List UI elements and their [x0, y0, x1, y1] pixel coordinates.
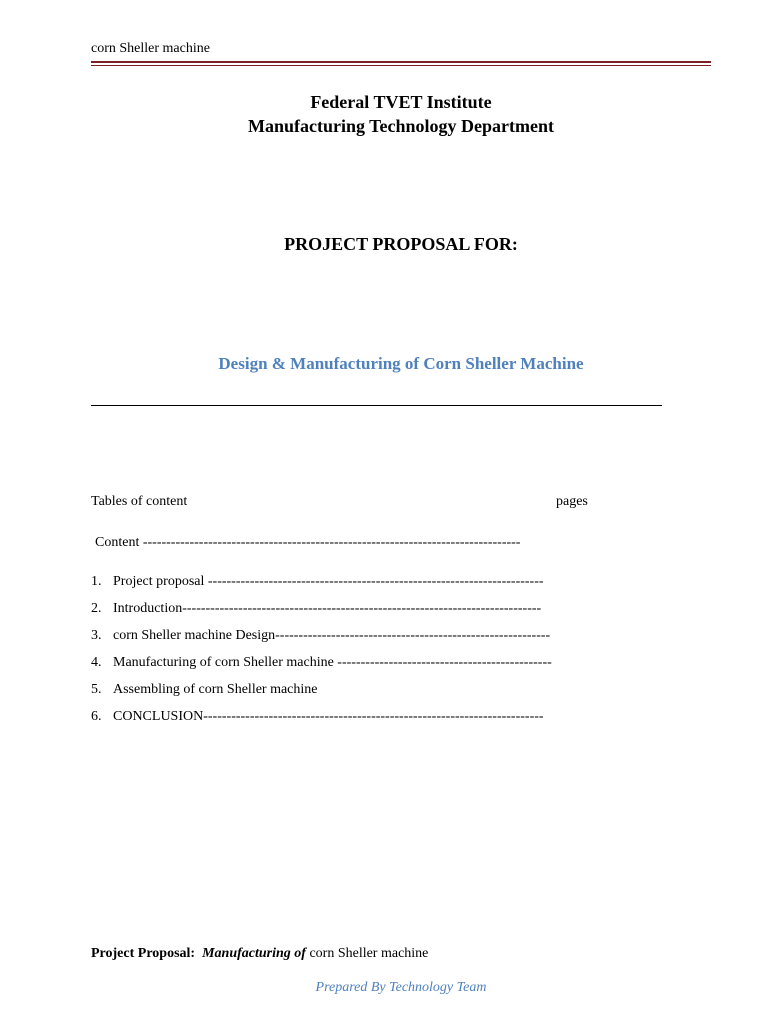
- toc-pages-label: pages: [556, 494, 588, 509]
- project-title: Design & Manufacturing of Corn Sheller Machine: [218, 354, 584, 373]
- toc-item-text: corn Sheller machine Design-----------------------------------------------------------: [113, 628, 551, 643]
- toc-item: [91, 627, 552, 654]
- toc-item-number: 2.: [91, 601, 102, 616]
- department-name: Manufacturing Technology Department: [248, 116, 554, 136]
- toc-item-number: 6.: [91, 709, 102, 724]
- running-header: corn Sheller machine: [91, 41, 210, 56]
- header-rule-thin: [91, 65, 711, 66]
- institution-name: Federal TVET Institute: [310, 92, 492, 112]
- footer-rest: corn Sheller machine: [305, 946, 429, 961]
- toc-item-text: Assembling of corn Sheller machine: [113, 682, 318, 697]
- toc-item-number: 4.: [91, 655, 102, 670]
- toc-item: [91, 573, 552, 600]
- footer-line: [91, 946, 428, 962]
- toc-heading: Tables of content: [91, 494, 188, 509]
- footer-label: Project Proposal:: [91, 946, 196, 961]
- toc-item-text: Project proposal ------------------------------------------------------------------------: [113, 574, 544, 589]
- proposal-heading: PROJECT PROPOSAL FOR:: [284, 234, 518, 254]
- footer-emphasis: Manufacturing of: [202, 946, 306, 961]
- toc-item: [91, 708, 552, 735]
- toc-list: [91, 573, 552, 735]
- toc-item-number: 5.: [91, 682, 102, 697]
- toc-item-number: 3.: [91, 628, 102, 643]
- prepared-by: Prepared By Technology Team: [315, 980, 487, 995]
- toc-item-text: CONCLUSION-------------------------------------------------------------------------: [113, 709, 544, 724]
- institution-block: [91, 90, 711, 138]
- title-underline: [91, 405, 662, 406]
- toc-item: [91, 681, 552, 708]
- toc-item-text: Manufacturing of corn Sheller machine ----------------------------------------------: [113, 655, 552, 670]
- toc-item: [91, 654, 552, 681]
- header-rule-thick: [91, 61, 711, 63]
- toc-item-number: 1.: [91, 574, 102, 589]
- toc-item-text: Introduction-----------------------------------------------------------------------------: [113, 601, 542, 616]
- toc-item: [91, 600, 552, 627]
- toc-content-row: Content ---------------------------------------------------------------------------------: [95, 535, 521, 550]
